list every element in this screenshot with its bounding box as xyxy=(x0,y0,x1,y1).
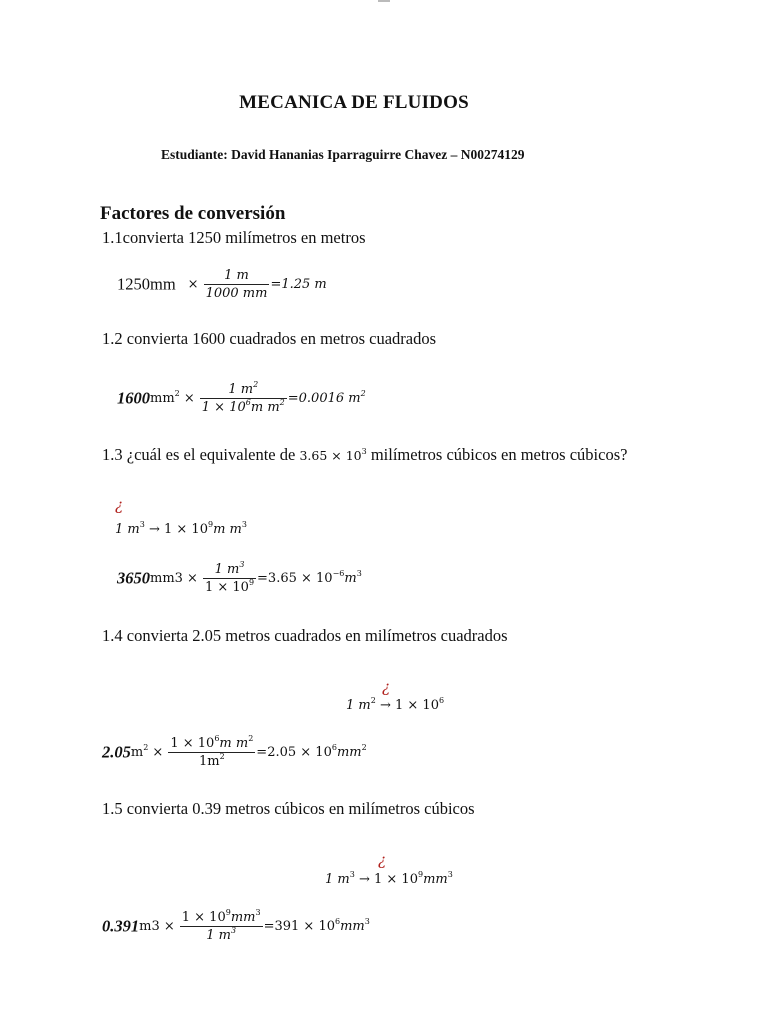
q5-rel-a: 1 m xyxy=(325,872,350,887)
q4-mark: ¿ xyxy=(382,678,391,696)
eq4-numerator-a: 1 × 10 xyxy=(170,736,215,751)
eq5-lhs-unit: m3 × xyxy=(139,919,175,934)
eq5-numerator-b: mm xyxy=(230,910,256,925)
eq2-lhs-number: 1600 xyxy=(117,388,150,408)
eq5-lhs-number: 0.391 xyxy=(102,916,140,936)
eq4-result-b: mm xyxy=(336,745,362,760)
eq5-denominator: 1 m xyxy=(206,928,231,943)
student-line: Estudiante: David Hananias Iparraguirre Chavez – N00274129 xyxy=(161,147,525,162)
eq4-fraction: $\frac{1 \times 10^6m m^2}{1m^2}$ xyxy=(170,734,254,769)
eq1-denominator: 1000 mm xyxy=(205,286,268,301)
eq4-result-a: =2.05 × 10 xyxy=(256,745,332,760)
eq1-fraction xyxy=(204,268,270,301)
question-1-2: 1.2 convierta 1600 cuadrados en metros cuadrados xyxy=(102,329,437,348)
eq3-fraction: $\frac{1 m^3}{1 \times 10^9}$ xyxy=(204,560,255,595)
q3-text-a: 1.3 ¿cuál es el equivalente de xyxy=(102,445,296,464)
q5-rel-b: → 1 × 10 xyxy=(358,872,418,887)
document-title: MECANICA DE FLUIDOS xyxy=(239,92,469,113)
q5-rel-c: mm xyxy=(423,872,448,887)
eq5-fraction: $\frac{1 \times 10^9mm^3}{1 m^3}$ xyxy=(181,908,261,943)
eq4-lhs-number: 2.05 xyxy=(102,742,131,762)
eq5-numerator-a: 1 × 10 xyxy=(181,910,226,925)
eq5-result-a: =391 × 10 xyxy=(263,919,335,934)
eq1-numerator: 1 m xyxy=(204,268,270,285)
question-1-1: 1.1convierta 1250 milímetros en metros xyxy=(102,228,366,247)
eq5-result-b: mm xyxy=(340,919,365,934)
eq4-numerator-b: m m xyxy=(219,736,249,751)
q3-text-math: 3.65 × 10 xyxy=(299,448,362,463)
equation-1-4: $2.05m^2$ × $\frac{1 \times 10^6m m^2}{1m^2}$ $=2.05 \times 10^6mm^2$ xyxy=(102,734,367,769)
section-heading: Factores de conversión xyxy=(100,203,286,224)
eq3-result-a: =3.65 × 10 xyxy=(257,571,333,586)
eq3-lhs-unit: mm3 × xyxy=(150,571,198,586)
equation-1-3: 3650mm3 × $\frac{1 m^3}{1 \times 10^9}$ $=3.65 \times 10^{-6}m^3$ xyxy=(117,560,362,595)
eq3-lhs-number: 3650 xyxy=(117,568,150,588)
eq2-result: =0.0016 m xyxy=(287,391,361,406)
eq1-result: =1.25 m xyxy=(270,277,327,292)
question-1-5: 1.5 convierta 0.39 metros cúbicos en milímetros cúbicos xyxy=(102,799,475,818)
eq2-denominator-b: m m xyxy=(250,400,280,415)
eq2-denominator-a: 1 × 10 xyxy=(201,400,246,415)
q3-mark: ¿ xyxy=(115,496,124,514)
eq4-lhs-unit: m xyxy=(130,745,144,760)
equation-1-1 xyxy=(117,268,327,301)
eq2-fraction: $\frac{1 m^2}{1 \times 10^6m m^2}$ xyxy=(201,380,285,415)
equation-1-2: $1600mm^2$ × $\frac{1 m^2}{1 \times 10^6m m^2}$ =0.0016 $m^2$ xyxy=(117,380,366,415)
question-1-3: 1.3 ¿cuál es el equivalente de $3.65 \times 10^3$ milímetros cúbicos en metros cúbicos? xyxy=(102,445,628,464)
q4-relation: 1 $m^2 \to 1 \times 10^6$ xyxy=(346,696,445,713)
eq1-times: × xyxy=(187,277,199,292)
q3-rel-b: → 1 × 10 xyxy=(148,522,208,537)
q3-rel-c: m m xyxy=(213,522,242,537)
q5-relation: 1 $m^3 \to 1 \times 10^9mm^3$ xyxy=(325,870,453,887)
eq3-result-exp: −6 xyxy=(332,569,345,578)
q3-rel-a: 1 m xyxy=(115,522,140,537)
question-1-4: 1.4 convierta 2.05 metros cuadrados en milímetros cuadrados xyxy=(102,626,508,645)
q4-rel-a: 1 m xyxy=(346,698,371,713)
page-top-mark xyxy=(378,0,390,2)
eq2-lhs-unit: mm xyxy=(150,391,175,406)
q3-relation: 1 $m^3 \to 1 \times 10^9m$ $m^3$ xyxy=(115,520,247,537)
eq4-denominator: 1m xyxy=(198,754,220,769)
q5-mark: ¿ xyxy=(378,851,387,869)
q3-text-b: milímetros cúbicos en metros cúbicos? xyxy=(370,445,628,464)
eq3-result-b: m xyxy=(344,571,357,586)
eq3-denominator: 1 × 10 xyxy=(204,580,249,595)
eq1-lhs: 1250mm xyxy=(117,274,176,294)
equation-1-5: 0.391m3 × $\frac{1 \times 10^9mm^3}{1 m^3}$ $=391 \times 10^6mm^3$ xyxy=(102,908,370,943)
q4-rel-b: → 1 × 10 xyxy=(379,698,439,713)
eq2-numerator: 1 m xyxy=(228,382,254,397)
eq3-numerator: 1 m xyxy=(214,562,240,577)
